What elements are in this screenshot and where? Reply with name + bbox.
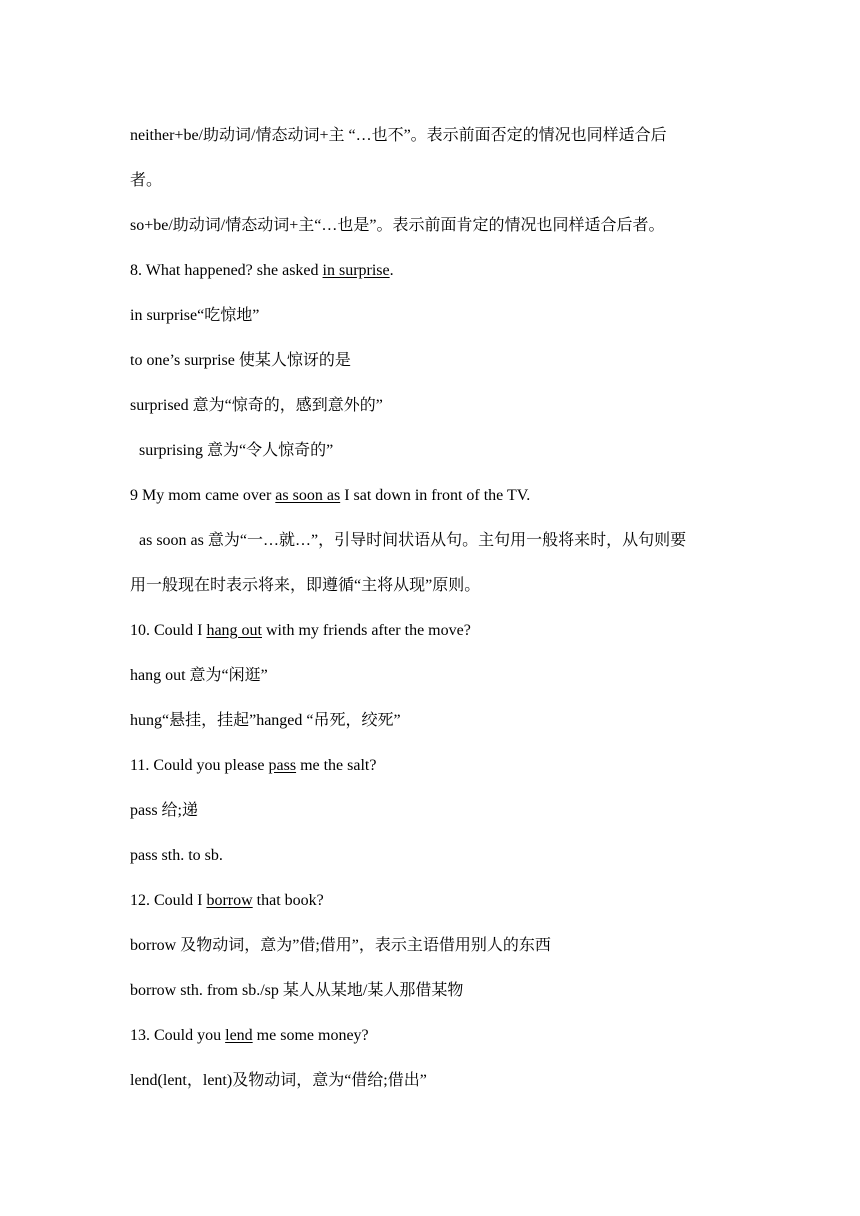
text-span: as soon as 意为“一…就…”，引导时间状语从句。主句用一般将来时，从句则要 xyxy=(139,532,687,549)
example-sentence xyxy=(130,473,740,518)
text-span: 者。 xyxy=(130,172,163,189)
text-span: pass 给;递 xyxy=(130,802,199,819)
text-span: with my friends after the move? xyxy=(262,622,471,639)
text-span: pass sth. to sb. xyxy=(130,847,223,864)
text-span: 13. Could you xyxy=(130,1027,226,1044)
text-span: hang out 意为“闲逛” xyxy=(130,667,268,684)
text-line xyxy=(130,158,740,203)
text-line xyxy=(130,833,740,878)
text-span: me some money? xyxy=(252,1027,369,1044)
example-sentence xyxy=(130,608,740,653)
underlined-phrase: in surprise xyxy=(322,262,390,279)
text-line xyxy=(130,428,740,473)
text-line xyxy=(130,293,740,338)
text-line xyxy=(130,653,740,698)
text-span: neither+be/助动词/情态动词+主 “…也不”。表示前面否定的情况也同样适合后 xyxy=(130,127,667,144)
example-sentence xyxy=(130,1013,740,1058)
underlined-phrase: hang out xyxy=(206,622,262,639)
underlined-phrase: lend xyxy=(225,1027,253,1044)
text-line xyxy=(130,788,740,833)
text-span: 11. Could you please xyxy=(130,757,269,774)
text-span: . xyxy=(389,262,394,279)
underlined-phrase: as soon as xyxy=(275,487,341,504)
text-line xyxy=(130,1058,740,1103)
text-line xyxy=(130,698,740,743)
text-line xyxy=(130,563,740,608)
text-span: borrow sth. from sb./sp 某人从某地/某人那借某物 xyxy=(130,982,464,999)
underlined-phrase: pass xyxy=(268,757,297,774)
text-span: I sat down in front of the TV. xyxy=(340,487,531,504)
text-span: in surprise“吃惊地” xyxy=(130,307,260,324)
text-line xyxy=(130,203,740,248)
text-span: 9 My mom came over xyxy=(130,487,276,504)
text-line xyxy=(130,968,740,1013)
text-line xyxy=(130,338,740,383)
text-line xyxy=(130,383,740,428)
text-span: 10. Could I xyxy=(130,622,207,639)
text-span: hung“悬挂，挂起”hanged “吊死，绞死” xyxy=(130,712,401,729)
text-span: lend(lent，lent)及物动词，意为“借给;借出” xyxy=(130,1072,427,1089)
text-span: 12. Could I xyxy=(130,892,207,909)
text-line xyxy=(130,113,740,158)
text-span: surprising 意为“令人惊奇的” xyxy=(139,442,334,459)
text-span: that book? xyxy=(252,892,324,909)
text-line xyxy=(130,923,740,968)
text-span: borrow 及物动词，意为”借;借用”，表示主语借用别人的东西 xyxy=(130,937,551,954)
text-span: 用一般现在时表示将来，即遵循“主将从现”原则。 xyxy=(130,577,481,594)
text-span: to one’s surprise 使某人惊讶的是 xyxy=(130,352,351,369)
text-line xyxy=(130,518,740,563)
text-span: so+be/助动词/情态动词+主“…也是”。表示前面肯定的情况也同样适合后者。 xyxy=(130,217,665,234)
text-span: 8. What happened? she asked xyxy=(130,262,323,279)
example-sentence xyxy=(130,878,740,923)
example-sentence xyxy=(130,248,740,293)
document-body xyxy=(130,113,740,1103)
underlined-phrase: borrow xyxy=(206,892,253,909)
text-span: surprised 意为“惊奇的，感到意外的” xyxy=(130,397,383,414)
example-sentence xyxy=(130,743,740,788)
text-span: me the salt? xyxy=(296,757,377,774)
